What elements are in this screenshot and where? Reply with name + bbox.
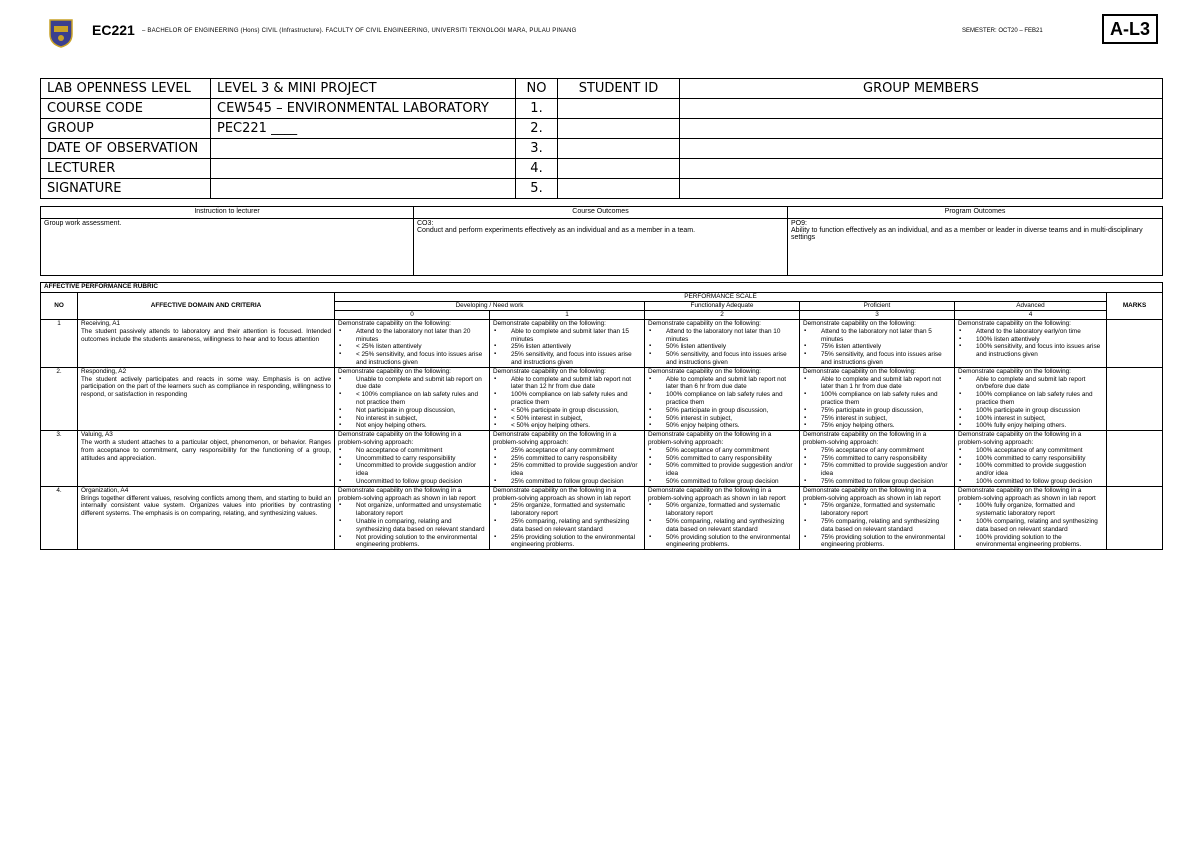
cell-intro: Demonstrate capability on the following in a problem-solving approach as shown in lab report [338,486,476,502]
info-label: GROUP [41,119,211,139]
criteria-list [493,376,641,431]
member-number: NO [516,79,558,99]
cell-intro: Demonstrate capability on the following in a problem-solving approach: [338,431,462,446]
criteria-item: ▪ < 25% sensitivity, and focus into issues arise and instructions given [338,351,486,367]
form-code-badge: A-L3 [1102,14,1158,44]
cell-intro: Demonstrate capability on the following: [803,367,916,375]
rubric-criteria [78,486,335,549]
criteria-item: ▪ 50% acceptance of any commitment [648,447,796,455]
member-number: 3. [516,139,558,159]
rubric-level-cell [955,367,1107,430]
student-id-field[interactable] [558,119,680,139]
rubric-level-cell [490,431,645,487]
criteria-item: ▪ 50% committed to provide suggestion and/or idea [648,462,796,478]
rubric-level-cell [490,367,645,430]
criteria-item: ▪ 75% comparing, relating and synthesizing data based on relevant standard [803,518,951,534]
criteria-item: ▪ 100% compliance on lab safety rules and practice them [493,391,641,407]
level-proficient: Proficient [800,302,955,311]
cell-intro: Demonstrate capability on the following: [803,320,916,327]
cell-intro: Demonstrate capability on the following: [648,367,761,375]
criteria-item: ▪ 25% comparing, relating and synthesizing data based on relevant standard [493,518,641,534]
criteria-list [338,447,486,486]
info-value-field[interactable] [211,159,516,179]
criteria-item: ▪ Able to complete and submit lab report not later than 1 hr from due date [803,376,951,392]
criteria-list [803,376,951,431]
criteria-title: Responding, A2 [81,367,127,375]
info-value-field[interactable]: CEW545 – ENVIRONMENTAL LABORATORY [211,99,516,119]
criteria-list [958,502,1103,549]
rubric-level-cell [645,367,800,430]
criteria-item: ▪ 50% interest in subject, [648,415,796,423]
student-id-field[interactable] [558,179,680,199]
cell-intro: Demonstrate capability on the following: [958,367,1071,375]
cell-intro: Demonstrate capability on the following in a problem-solving approach as shown in lab report [493,486,631,502]
level-advanced: Advanced [955,302,1107,311]
rubric-level-cell [800,367,955,430]
criteria-item: ▪ Unable in comparing, relating and synthesizing data based on relevant standard [338,518,486,534]
performance-scale-header: PERFORMANCE SCALE [335,293,1107,302]
criteria-item: ▪ 100% fully organize, formatted and systematic laboratory report [958,502,1103,518]
criteria-list [493,447,641,486]
group-member-field[interactable] [680,139,1163,159]
criteria-title: Valuing, A3 [81,431,113,439]
info-table [40,78,1163,199]
criteria-item: ▪ 25% committed to follow group decision [493,478,641,486]
criteria-item: ▪ < 50% interest in subject, [493,415,641,423]
criteria-item: ▪ Able to complete and submit lab report on/before due date [958,376,1103,392]
rubric-level-cell [645,431,800,487]
member-number: 2. [516,119,558,139]
student-id-header: STUDENT ID [558,79,680,99]
rubric-level-cell [490,486,645,549]
criteria-item: ▪ 75% enjoy helping others. [803,422,951,430]
criteria-item: ▪ Not participate in group discussion, [338,407,486,415]
criteria-item: ▪ 50% organize, formatted and systematic laboratory report [648,502,796,518]
student-id-field[interactable] [558,99,680,119]
criteria-item: ▪ 25% providing solution to the environmental engineering problems. [493,534,641,550]
criteria-item: ▪ 25% listen attentively [493,343,641,351]
criteria-item: ▪ 100% committed to carry responsibility [958,455,1103,463]
criteria-list [338,328,486,367]
criteria-item: ▪ Uncommitted to follow group decision [338,478,486,486]
criteria-list [493,502,641,549]
cell-intro: Demonstrate capability on the following: [338,367,451,375]
criteria-item: ▪ Attend to the laboratory not later than 10 minutes [648,328,796,344]
rubric-level-cell [335,486,490,549]
affective-rubric-table [40,282,1163,550]
header-description: – BACHELOR OF ENGINEERING (Hons) CIVIL (Infrastructure). FACULTY OF CIVIL ENGINEERING, UNIVERSITI TEKNOLOGI MARA, PULAU PINANG [142,28,577,34]
criteria-item: ▪ 100% compliance on lab safety rules and practice them [803,391,951,407]
criteria-item: ▪ 100% sensitivity, and focus into issues arise and instructions given [958,343,1103,359]
rubric-level-cell [490,320,645,368]
criteria-list [803,447,951,486]
cell-intro: Demonstrate capability on the following in a problem-solving approach: [648,431,772,446]
criteria-item: ▪ 100% fully enjoy helping others. [958,422,1103,430]
rubric-level-cell [955,431,1107,487]
criteria-item: ▪ Not enjoy helping others. [338,422,486,430]
criteria-item: ▪ No interest in subject, [338,415,486,423]
group-member-field[interactable] [680,159,1163,179]
criteria-item: ▪ 100% committed to follow group decision [958,478,1103,486]
criteria-list [493,328,641,367]
rubric-level-cell [955,320,1107,368]
info-label: LAB OPENNESS LEVEL [41,79,211,99]
criteria-list [958,328,1103,359]
criteria-item: ▪ 50% committed to carry responsibility [648,455,796,463]
rubric-level-cell [955,486,1107,549]
rubric-level-cell [645,486,800,549]
criteria-item: ▪ 75% participate in group discussion, [803,407,951,415]
criteria-list [648,447,796,486]
criteria-item: ▪ < 25% listen attentively [338,343,486,351]
criteria-list [338,376,486,431]
criteria-description: The student passively attends to laboratory and their attention is focused. Intended outcomes include the students awareness, willingness to hear and to focus attention [81,327,331,343]
rubric-row [41,431,1163,487]
criteria-description: The worth a student attaches to a particular object, phenomenon, or behavior. Ranges from acceptance to commitment, carry responsibility for the functioning of a group, attitudes and appreciation. [81,438,331,462]
rubric-row-number: 4. [41,486,78,549]
member-number: 1. [516,99,558,119]
criteria-item: ▪ 100% compliance on lab safety rules and practice them [958,391,1103,407]
program-outcome-text: PO9: Ability to function effectively as an individual, and as a member or leader in diverse teams and in multi-disciplinary settings [788,219,1163,276]
criteria-title: Organization, A4 [81,486,129,494]
criteria-item: ▪ Able to complete and submit lab report not later than 12 hr from due date [493,376,641,392]
criteria-item: ▪ 100% comparing, relating and synthesizing data based on relevant standard [958,518,1103,534]
criteria-item: ▪ < 50% participate in group discussion, [493,407,641,415]
marks-header: MARKS [1107,293,1163,320]
info-row [41,159,1163,179]
criteria-item: ▪ 25% committed to carry responsibility [493,455,641,463]
header-course-code: EC221 [92,22,135,38]
score-2: 2 [645,311,800,320]
cell-intro: Demonstrate capability on the following: [493,320,606,327]
outcomes-table [40,206,1163,276]
marks-input-cell[interactable] [1107,320,1163,368]
criteria-title: Receiving, A1 [81,320,121,327]
group-member-field[interactable] [680,99,1163,119]
criteria-item: ▪ < 100% compliance on lab safety rules and not practice them [338,391,486,407]
cell-intro: Demonstrate capability on the following: [493,367,606,375]
cell-intro: Demonstrate capability on the following in a problem-solving approach: [803,431,927,446]
cell-intro: Demonstrate capability on the following in a problem-solving approach as shown in lab report [803,486,941,502]
header-semester: SEMESTER: OCT20 – FEB21 [962,28,1043,34]
rubric-row-number: 3. [41,431,78,487]
info-value-field[interactable] [211,139,516,159]
criteria-description: The student actively participates and reacts in some way. Emphasis is on active participation on the part of the learners such as compliance in responding, willingness to respond, or satisfaction in responding [81,375,331,399]
criteria-item: ▪ Attend to the laboratory not later than 5 minutes [803,328,951,344]
marks-input-cell[interactable] [1107,486,1163,549]
criteria-item: ▪ Uncommitted to carry responsibility [338,455,486,463]
criteria-item: ▪ 25% sensitivity, and focus into issues arise and instructions given [493,351,641,367]
rubric-level-cell [800,486,955,549]
criteria-item: ▪ 50% providing solution to the environmental engineering problems. [648,534,796,550]
criteria-item: ▪ 50% listen attentively [648,343,796,351]
criteria-item: ▪ 100% compliance on lab safety rules and practice them [648,391,796,407]
rubric-level-cell [645,320,800,368]
criteria-item: ▪ 100% interest in subject, [958,415,1103,423]
criteria-item: ▪ 75% listen attentively [803,343,951,351]
criteria-item: ▪ 100% participate in group discussion [958,407,1103,415]
info-value-field[interactable]: PEC221 ____ [211,119,516,139]
program-outcomes-header: Program Outcomes [788,207,1163,219]
rubric-criteria [78,367,335,430]
instruction-header: Instruction to lecturer [41,207,414,219]
criteria-item: ▪ 75% committed to follow group decision [803,478,951,486]
cell-intro: Demonstrate capability on the following in a problem-solving approach: [493,431,617,446]
criteria-item: ▪ 25% organize, formatted and systematic laboratory report [493,502,641,518]
student-id-field[interactable] [558,139,680,159]
criteria-item: ▪ Attend to the laboratory early/on time [958,328,1103,336]
criteria-item: ▪ 75% providing solution to the environmental engineering problems. [803,534,951,550]
criteria-item: ▪ 50% committed to follow group decision [648,478,796,486]
rubric-row [41,367,1163,430]
criteria-list [338,502,486,549]
info-row [41,139,1163,159]
cell-intro: Demonstrate capability on the following: [648,320,761,327]
course-outcomes-header: Course Outcomes [414,207,788,219]
info-row [41,99,1163,119]
criteria-item: ▪ 100% providing solution to the environmental engineering problems. [958,534,1103,550]
rubric-row-number: 1 [41,320,78,368]
criteria-item: ▪ 75% committed to carry responsibility [803,455,951,463]
info-value-field[interactable]: LEVEL 3 & MINI PROJECT [211,79,516,99]
criteria-item: ▪ 100% acceptance of any commitment [958,447,1103,455]
rubric-criteria-header: AFFECTIVE DOMAIN AND CRITERIA [78,293,335,320]
marks-input-cell[interactable] [1107,431,1163,487]
marks-input-cell[interactable] [1107,367,1163,430]
course-outcome-text: CO3: Conduct and perform experiments effectively as an individual and as a member in a team. [414,219,788,276]
criteria-item: ▪ 50% sensitivity, and focus into issues arise and instructions given [648,351,796,367]
rubric-row-number: 2. [41,367,78,430]
info-row [41,79,1163,99]
rubric-criteria [78,320,335,368]
criteria-item: ▪ 75% committed to provide suggestion and/or idea [803,462,951,478]
criteria-item: ▪ 100% committed to provide suggestion and/or idea [958,462,1103,478]
criteria-list [648,376,796,431]
criteria-item: ▪ 25% committed to provide suggestion and/or idea [493,462,641,478]
member-number: 5. [516,179,558,199]
cell-intro: Demonstrate capability on the following: [958,320,1071,327]
cell-intro: Demonstrate capability on the following in a problem-solving approach as shown in lab report [958,486,1096,502]
rubric-level-cell [335,431,490,487]
criteria-item: ▪ 75% interest in subject, [803,415,951,423]
group-member-field[interactable] [680,119,1163,139]
criteria-item: ▪ Not organize, unformatted and unsystematic laboratory report [338,502,486,518]
info-row [41,119,1163,139]
info-value-field[interactable] [211,179,516,199]
rubric-level-cell [800,320,955,368]
criteria-list [648,328,796,367]
info-row [41,179,1163,199]
rubric-no-header: NO [41,293,78,320]
criteria-list [803,502,951,549]
criteria-item: ▪ Unable to complete and submit lab report on due date [338,376,486,392]
criteria-item: ▪ 50% enjoy helping others. [648,422,796,430]
rubric-row [41,486,1163,549]
criteria-item: ▪ 75% sensitivity, and focus into issues arise and instructions given [803,351,951,367]
group-members-header: GROUP MEMBERS [680,79,1163,99]
instruction-text: Group work assessment. [41,219,414,276]
rubric-level-cell [335,320,490,368]
criteria-item: ▪ Attend to the laboratory not later than 20 minutes [338,328,486,344]
level-developing: Developing / Need work [335,302,645,311]
criteria-item: ▪ 50% comparing, relating and synthesizing data based on relevant standard [648,518,796,534]
rubric-title: AFFECTIVE PERFORMANCE RUBRIC [41,283,1163,293]
cell-intro: Demonstrate capability on the following in a problem-solving approach as shown in lab report [648,486,786,502]
criteria-list [803,328,951,367]
criteria-list [958,447,1103,486]
score-0: 0 [335,311,490,320]
criteria-item: ▪ Able to complete and submit later than 15 minutes [493,328,641,344]
rubric-criteria [78,431,335,487]
score-1: 1 [490,311,645,320]
criteria-list [958,376,1103,431]
criteria-description: Brings together different values, resolving conflicts among them, and starting to build an internally consistent value system. Organizes values into priorities by contrasting different systems. The emphasis is on comparing, relating, and synthesizing values. [81,494,331,518]
criteria-list [648,502,796,549]
student-id-field[interactable] [558,159,680,179]
cell-intro: Demonstrate capability on the following: [338,320,451,327]
criteria-item: ▪ 75% organize, formatted and systematic laboratory report [803,502,951,518]
level-functional: Functionally Adequate [645,302,800,311]
criteria-item: ▪ Uncommitted to provide suggestion and/or idea [338,462,486,478]
criteria-item: ▪ No acceptance of commitment [338,447,486,455]
rubric-level-cell [800,431,955,487]
info-label: DATE OF OBSERVATION [41,139,211,159]
cell-intro: Demonstrate capability on the following in a problem-solving approach: [958,431,1082,446]
criteria-item: ▪ Able to complete and submit lab report not later than 6 hr from due date [648,376,796,392]
member-number: 4. [516,159,558,179]
rubric-level-cell [335,367,490,430]
info-label: LECTURER [41,159,211,179]
group-member-field[interactable] [680,179,1163,199]
criteria-item: ▪ 75% acceptance of any commitment [803,447,951,455]
score-3: 3 [800,311,955,320]
score-4: 4 [955,311,1107,320]
criteria-item: ▪ < 50% enjoy helping others. [493,422,641,430]
rubric-row [41,320,1163,368]
criteria-item: ▪ 100% listen attentively [958,336,1103,344]
info-label: COURSE CODE [41,99,211,119]
criteria-item: ▪ 50% participate in group discussion, [648,407,796,415]
criteria-item: ▪ Not providing solution to the environmental engineering problems. [338,534,486,550]
university-crest-logo [48,18,74,48]
info-label: SIGNATURE [41,179,211,199]
criteria-item: ▪ 25% acceptance of any commitment [493,447,641,455]
